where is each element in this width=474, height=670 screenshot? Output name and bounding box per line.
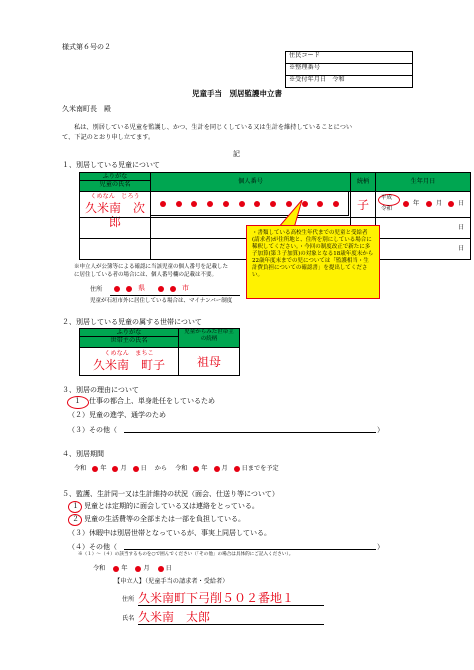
child-address-field[interactable] [110, 283, 240, 296]
furigana-header: ふりがな [79, 172, 151, 181]
reason3[interactable]: （３）その他（ [68, 426, 117, 434]
digit-dot [191, 201, 197, 207]
section5-note: ※（１）～（４）の該当するものを○で囲んでください（「その他」の場合は具体的にご記入ください）。 [78, 552, 294, 557]
addr-dot [158, 286, 164, 292]
digit-dot [207, 201, 213, 207]
control-number-label: ※整理番号 [286, 64, 412, 76]
digit-dot [176, 201, 182, 207]
child-name-header: 児童の氏名 [79, 180, 151, 192]
relation-header-line1: 児童からみた世帯主 [184, 329, 234, 335]
period-dot [133, 466, 139, 472]
era-reiwa: 令和 [381, 206, 393, 212]
sig-dot [135, 566, 141, 572]
intro-line-1: 私は、別居している児童を監護し、かつ、生計を同じくしている又は生計を維持していることについ [74, 124, 353, 131]
child-furigana: くめなん じろう [90, 193, 140, 200]
year-unit: 年 [413, 200, 420, 207]
status2-number: ２ [72, 515, 79, 523]
ki-mark: 記 [233, 150, 240, 158]
note-line-2: に居住している者の場合には、個人番号欄の記載は不要。 [74, 272, 218, 278]
addr-dot [170, 286, 176, 292]
applicant-name-label: 氏名 [122, 615, 135, 622]
signature-date-row[interactable] [93, 565, 172, 573]
applicant-name[interactable]: 久米南 太郎 [138, 610, 324, 625]
digit-dot [160, 201, 166, 207]
status4[interactable]: （４）その他（ [68, 543, 117, 551]
household-furigana-header: ふりがな [79, 328, 179, 337]
period-row[interactable] [74, 465, 279, 473]
section5-heading: ５、監護、生計同一又は生計維持の状況（面会、仕送り等について） [62, 490, 279, 498]
digit-dot [223, 201, 229, 207]
child-mynumber-cell[interactable] [150, 191, 349, 216]
status4-close: ） [377, 543, 384, 551]
applicant-label: 【申立人】（児童手当の請求者・受給者） [114, 578, 229, 585]
period-dot [112, 466, 118, 472]
applicant-address-label: 住所 [122, 596, 135, 603]
sig-dot [113, 566, 119, 572]
reason3-line[interactable] [124, 432, 376, 433]
household-relation[interactable]: 祖母 [178, 347, 240, 376]
child-birthdate-cell-3[interactable] [375, 238, 471, 260]
child-name-cell[interactable] [79, 191, 151, 229]
signature-day-unit: 日 [165, 565, 172, 572]
status1-number: １ [72, 502, 79, 510]
reason2[interactable]: （２）児童の進学、通学のため [68, 411, 166, 419]
digit-dot [333, 201, 339, 207]
mynumber-header: 個人番号 [150, 172, 351, 192]
child-name-cell-3[interactable] [79, 238, 151, 260]
addr-dot [126, 286, 132, 292]
relation-header-line2: の続柄 [200, 336, 218, 342]
day-unit-2: 日 [458, 224, 465, 231]
child-name: 久米南 次郎 [84, 201, 145, 229]
period-until: 日までを予定 [241, 465, 279, 472]
note-line-1: ※申立人が公簿等による確認に当該児童の個人番号を記載した [74, 264, 229, 270]
household-relation-header [178, 328, 240, 348]
section1-heading: １、別居している児童について [62, 161, 160, 169]
reason3-close: ） [377, 426, 384, 434]
help-callout: ・書類している高校生年代までの児童と受給者(請求者)が住所地と、住所を別にしている場合に稀釈してください。・今回の制度改正で新たに多子加算(第３子加算)の対象となる18歳年度末から22歳年度末までの児については「監護相当・生計費負担についての確認書」を提出してください。 [246, 225, 380, 299]
section4-heading: ４、別居期間 [62, 450, 104, 458]
child-birthdate-cell[interactable] [375, 191, 471, 218]
month-dot [426, 201, 432, 207]
addressee: 久米南町長 殿 [62, 105, 111, 113]
status4-line[interactable] [124, 549, 376, 550]
period-dot [234, 466, 240, 472]
reason1-number: １ [74, 397, 81, 405]
pref-suffix: 県 [138, 284, 145, 292]
household-name-header: 世帯主の氏名 [79, 336, 179, 348]
period-era-end: 令和 [175, 465, 188, 472]
digit-dot [239, 201, 245, 207]
household-furigana: くめなん まちこ [104, 350, 154, 357]
section3-heading: ３、別居の理由について [62, 386, 139, 394]
day-unit: 日 [458, 200, 465, 207]
city-suffix: 市 [182, 284, 189, 292]
day-dot [448, 201, 454, 207]
sig-dot [158, 566, 164, 572]
period-dot [92, 466, 98, 472]
period-from: から [154, 465, 168, 472]
child-birthdate-cell-2[interactable] [375, 217, 471, 239]
period-month-unit-2: 月 [221, 465, 228, 472]
period-era-start: 令和 [74, 465, 87, 472]
household-table [79, 328, 239, 375]
intro-line-2: て、下記のとおり申し立てます。 [62, 134, 155, 141]
relation-header: 続柄 [350, 172, 376, 192]
household-name: 久米南 町子 [92, 358, 165, 372]
period-day-unit: 日 [140, 465, 147, 472]
form-number: 様式第６号の２ [62, 43, 111, 51]
day-unit-3: 日 [458, 245, 465, 252]
signature-month-unit: 月 [143, 565, 150, 572]
received-date-label: ※受付年月日 令和 [289, 76, 345, 83]
period-dot [214, 466, 220, 472]
year-dot [403, 201, 409, 207]
digit-dot [254, 201, 260, 207]
reason1-text[interactable]: 仕事の都合上、単身赴任をしているため [89, 397, 215, 405]
section2-heading: ２、別居している児童の属する世帯について [62, 318, 202, 326]
status3[interactable]: （３）休暇中は別居世帯となっているが、事実上同居している。 [68, 529, 271, 537]
digit-dot [317, 201, 323, 207]
child-name-cell-2[interactable] [79, 217, 151, 239]
period-dot [193, 466, 199, 472]
signature-year-unit: 年 [121, 565, 128, 572]
receipt-box [285, 51, 413, 88]
status1-text[interactable]: 児童とは定期的に面会している又は連絡をとっている。 [84, 502, 259, 510]
child-relation[interactable]: 子 [350, 191, 376, 218]
month-unit: 月 [436, 200, 443, 207]
household-name-cell[interactable] [79, 347, 179, 376]
period-year-unit: 年 [100, 465, 107, 472]
status2-text[interactable]: 児童の生活費等の全部または一部を負担している。 [84, 515, 245, 523]
era-heisei: 平成 [381, 195, 393, 201]
applicant-address[interactable]: 久米南町下弓削５０２番地１ [138, 591, 324, 606]
footnote: 児童が石垣市外に居住している場合は、マイナンバー制度 [90, 298, 233, 304]
resident-code-label: 住民コード [286, 52, 412, 64]
address-label: 住所 [90, 286, 103, 293]
period-month-unit: 月 [120, 465, 127, 472]
signature-era: 令和 [93, 565, 106, 572]
page-title: 児童手当 別居監護申立書 [192, 89, 282, 98]
period-year-unit-2: 年 [201, 465, 208, 472]
birthdate-header: 生年月日 [375, 172, 471, 192]
addr-dot [114, 286, 120, 292]
